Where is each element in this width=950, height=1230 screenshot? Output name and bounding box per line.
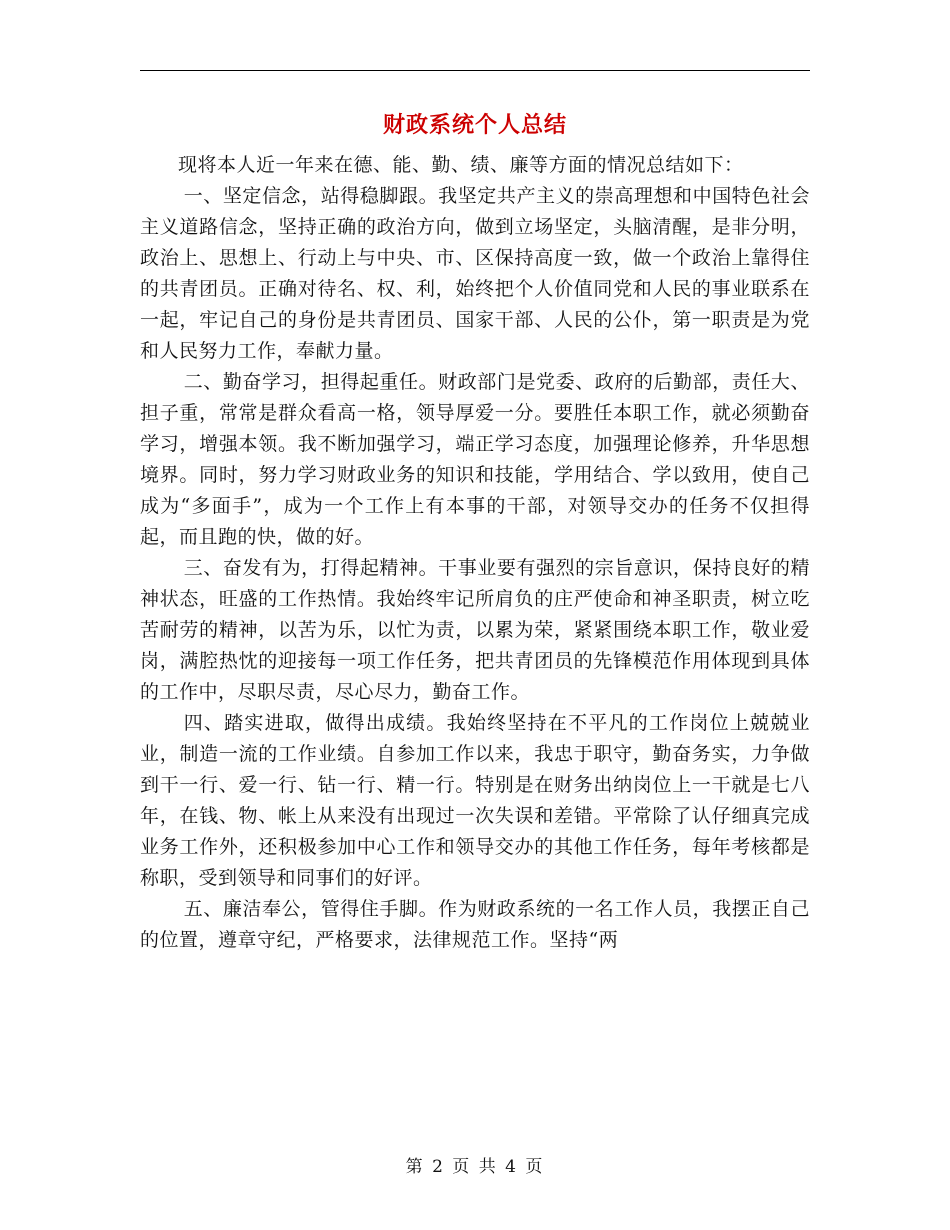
paragraph-achievements: 四、踏实进取，做得出成绩。我始终坚持在不平凡的工作岗位上兢兢业业，制造一流的工作业绩。自参加工作以来，我忠于职守，勤奋务实，力争做到干一行、爱一行、钻一行、精一行。特别是在财务出纳岗位上一干就是七八年，在钱、物、帐上从来没有出现过一次失误和差错。平常除了认仔细真完成业务工作外，还积极参加中心工作和领导交办的其他工作任务，每年考核都是称职，受到领导和同事们的好评。 (140, 712, 810, 889)
paragraph-energetic: 三、奋发有为，打得起精神。干事业要有强烈的宗旨意识，保持良好的精神状态，旺盛的工作热情。我始终牢记所肩负的庄严使命和神圣职责，树立吃苦耐劳的精神，以苦为乐，以忙为责，以累为荣，紧紧围绕本职工作，敬业爱岗，满腔热忱的迎接每一项工作任务，把共青团员的先锋模范作用体现到具体的工作中，尽职尽责，尽心尽力，勤奋工作。 (140, 557, 810, 703)
document-body (140, 150, 810, 956)
intro-paragraph: 现将本人近一年来在德、能、勤、绩、廉等方面的情况总结如下： (178, 154, 744, 176)
page-number: 第 2 页 共 4 页 (405, 1157, 545, 1177)
header-rule (140, 70, 810, 71)
document-title: 财政系统个人总结 (382, 112, 567, 138)
paragraph-diligent-study: 二、勤奋学习，担得起重任。财政部门是党委、政府的后勤部，责任大、担子重，常常是群众看高一格，领导厚爱一分。要胜任本职工作，就必须勤奋学习，增强本领。我不断加强学习，端正学习态度，加强理论修养，升华思想境界。同时，努力学习财政业务的知识和技能，学用结合、学以致用，使自己成为“多面手”，成为一个工作上有本事的干部，对领导交办的任务不仅担得起，而且跑的快，做的好。 (140, 371, 810, 548)
paragraph-integrity: 五、廉洁奉公，管得住手脚。作为财政系统的一名工作人员，我摆正自己的位置，遵章守纪，严格要求，法律规范工作。坚持“两 (140, 898, 810, 951)
paragraph-firm-belief: 一、坚定信念，站得稳脚跟。我坚定共产主义的崇高理想和中国特色社会主义道路信念，坚持正确的政治方向，做到立场坚定，头脑清醒，是非分明，政治上、思想上、行动上与中央、市、区保持高度一致，做一个政治上靠得住的共青团员。正确对待名、权、利，始终把个人价值同党和人民的事业联系在一起，牢记自己的身份是共青团员、国家干部、人民的公仆，第一职责是为党和人民努力工作，奉献力量。 (140, 185, 810, 362)
